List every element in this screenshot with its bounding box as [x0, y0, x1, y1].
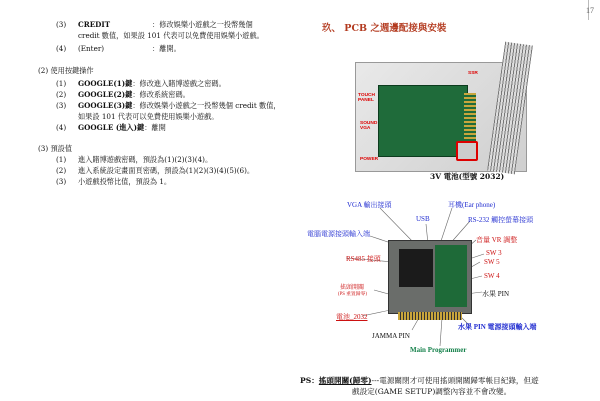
ps-prefix: PS： [300, 376, 319, 385]
list-key: GOOGLE(1)鍵 [78, 79, 133, 88]
sw3-label: SW 3 [486, 249, 502, 257]
main-board [388, 240, 472, 314]
list-key: GOOGLE (進入)鍵 [78, 123, 145, 132]
battery-label: 電池_2032 [336, 313, 368, 321]
sw5-label: SW 5 [484, 258, 500, 266]
list-text: 進入系統設定畫面頁密碼，預設為(1)(2)(3)(4)(5)(6)。 [78, 166, 255, 175]
list-num: (2) [56, 90, 67, 99]
jamma-edge-connector [398, 312, 462, 320]
clear-switch-label: 搖頭開關 [340, 285, 365, 291]
item-num: (4) [56, 44, 67, 53]
item-key: (Enter) [78, 44, 105, 53]
ps-line1: ---電源關閉才可使用搖頭開關歸零帳目紀錄，但遊 [371, 376, 539, 385]
section-title: 玖、 PCB 之週邊配接與安裝 [322, 23, 447, 34]
rs485-label: RS485 接頭 [346, 255, 381, 263]
list-num: (3) [56, 101, 67, 110]
item-desc: ：修改娛樂小遊戲之一投幣幾個 [152, 20, 253, 29]
list-desc: ：離開 [144, 123, 166, 132]
vga-label: VGA 輸出接頭 [347, 201, 392, 209]
google-section-heading: (2) 使用按鍵操作 [38, 66, 94, 75]
sw4-label: SW 4 [484, 272, 500, 280]
item-desc: credit 數值，如果設 101 代表可以免費使用娛樂小遊戲。 [78, 31, 264, 40]
clear-switch-sub-label: (PS 重置歸零) [338, 292, 367, 297]
list-desc: ：修改進入賭博遊戲之密碼。 [132, 79, 226, 88]
list-desc: ：修改娛樂小遊戲之一投幣幾個 credit 數值， [132, 101, 281, 110]
page-number: 17 [586, 6, 594, 15]
list-num: (4) [56, 123, 67, 132]
power-label: POWER [360, 157, 379, 162]
usb-label: USB [416, 215, 430, 223]
item-num: (3) [56, 20, 67, 29]
ssr-label: SSR [468, 71, 478, 76]
list-num: (1) [56, 79, 67, 88]
list-key: GOOGLE(3)鍵 [78, 101, 133, 110]
daughter-board [435, 245, 467, 307]
list-text: 小遊戲投幣比值，預設為 1。 [78, 177, 172, 186]
fruit-power-label: 水果 PIN 電源接頭輸入端 [458, 323, 537, 331]
fruit-pin-label: 水果 PIN [482, 290, 510, 298]
list-desc: 如果設 101 代表可以免費使用娛樂小遊戲。 [78, 112, 219, 121]
battery-caption: 3V 電池(型號 2032) [430, 172, 505, 181]
defaults-section-heading: (3) 預設值 [38, 144, 73, 153]
touch-panel-label: TOUCH PANEL [358, 93, 375, 103]
item-key: CREDIT [78, 20, 111, 29]
ps-line2: 戲設定(GAME SETUP)調整內容並不會改變。 [352, 387, 512, 396]
list-text: 進入賭博遊戲密碼，預設為(1)(2)(3)(4)。 [78, 155, 213, 164]
cpu-heatsink [399, 249, 433, 287]
earphone-label: 耳機(Ear phone) [448, 201, 496, 209]
power-input-label: 電腦電源接頭輸入端 [307, 230, 370, 238]
ps-key: 搖頭開關(歸零) [318, 376, 372, 385]
sound-vga-label: SOUND VGA [360, 121, 378, 131]
volume-vr-label: 音量 VR 調整 [476, 236, 518, 244]
list-num: (3) [56, 177, 67, 186]
item-desc: ：離開。 [152, 44, 181, 53]
rs232-label: RS-232 觸控螢幕接頭 [468, 216, 534, 224]
jamma-pin-label: JAMMA PIN [372, 332, 410, 340]
list-key: GOOGLE(2)鍵 [78, 90, 133, 99]
list-num: (1) [56, 155, 67, 164]
main-programmer-label: Main Programmer [410, 346, 467, 354]
ps-note-line1 [300, 375, 539, 386]
list-num: (2) [56, 166, 67, 175]
list-desc: ：修改系統密碼。 [132, 90, 190, 99]
